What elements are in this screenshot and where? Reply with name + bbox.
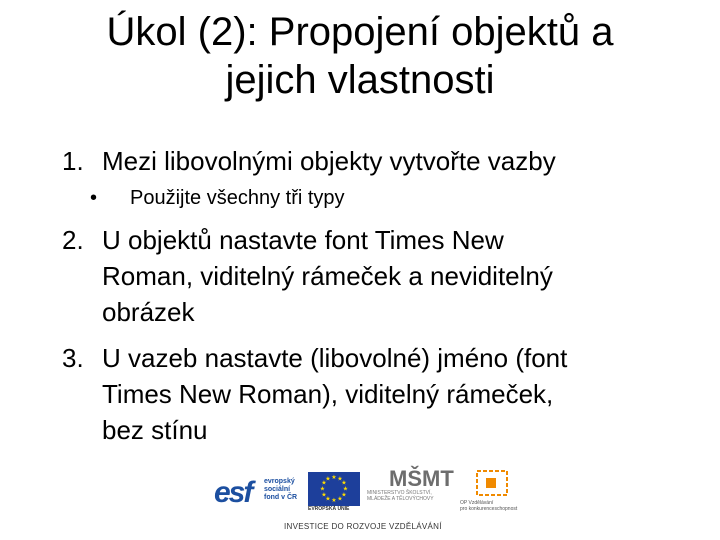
- esf-logo: [210, 472, 305, 512]
- list-item-text: [102, 340, 567, 448]
- eu-stars-icon: [308, 472, 360, 506]
- svg-text:★: ★: [341, 491, 347, 499]
- slide-title-line-1: Úkol (2): Propojení objektů a: [106, 10, 614, 54]
- list-item-line: U vazeb nastavte (libovolné) jméno (font: [102, 343, 568, 373]
- svg-text:★: ★: [337, 475, 343, 483]
- esf-logo-text: evropský sociální fond v ČR: [264, 478, 298, 501]
- list-item-line: Mezi libovolnými objekty vytvořte vazby: [102, 146, 556, 176]
- svg-text:★: ★: [325, 495, 331, 503]
- op-vk-text: OP Vzdělávání pro konkurenceschopnost: [460, 500, 518, 512]
- svg-text:★: ★: [325, 475, 331, 483]
- svg-text:★: ★: [341, 479, 347, 487]
- list-item-3: [62, 340, 567, 448]
- sub-list-item-text: Použijte všechny tři typy: [130, 187, 345, 209]
- list-item-line: Times New Roman), viditelný rámeček,: [102, 379, 554, 409]
- list-item-line: U objektů nastavte font Times New: [102, 225, 504, 255]
- msmt-logo-text: MINISTERSTVO ŠKOLSTVÍ, MLÁDEŽE A TĚLOVÝCHOVY: [367, 490, 434, 502]
- op-vk-logo: [460, 466, 530, 516]
- svg-text:★: ★: [319, 485, 326, 493]
- list-item-number: 1.: [62, 146, 84, 176]
- list-item-text: [102, 143, 556, 179]
- bullet-icon: •: [90, 187, 98, 209]
- msmt-logo-mark: MŠMT: [389, 466, 454, 491]
- svg-text:★: ★: [331, 474, 337, 481]
- list-item-number: 3.: [62, 343, 84, 373]
- slide-title-line-2: jejich vlastnosti: [225, 58, 495, 102]
- list-item-line: Roman, viditelný rámeček a neviditelný: [102, 261, 553, 291]
- op-vk-icon: [474, 468, 510, 498]
- svg-text:★: ★: [331, 497, 337, 504]
- eu-flag-logo: [308, 472, 360, 510]
- list-item-1: [62, 143, 556, 179]
- eu-caption: EVROPSKÁ UNIE: [308, 506, 350, 512]
- svg-text:★: ★: [342, 485, 349, 493]
- list-item-2: [62, 222, 553, 330]
- list-item-line: obrázek: [102, 297, 195, 327]
- investment-slogan: INVESTICE DO ROZVOJE VZDĚLÁVÁNÍ: [284, 522, 442, 531]
- list-item-text: [102, 222, 553, 330]
- list-item-line: bez stínu: [102, 415, 208, 445]
- funding-logos: [210, 466, 530, 536]
- svg-text:★: ★: [321, 479, 327, 487]
- list-item-number: 2.: [62, 225, 84, 255]
- msmt-logo: [367, 466, 454, 516]
- svg-text:★: ★: [321, 491, 327, 499]
- eu-flag-icon: [308, 472, 360, 506]
- svg-text:★: ★: [337, 495, 343, 503]
- esf-logo-mark: esf: [214, 476, 252, 509]
